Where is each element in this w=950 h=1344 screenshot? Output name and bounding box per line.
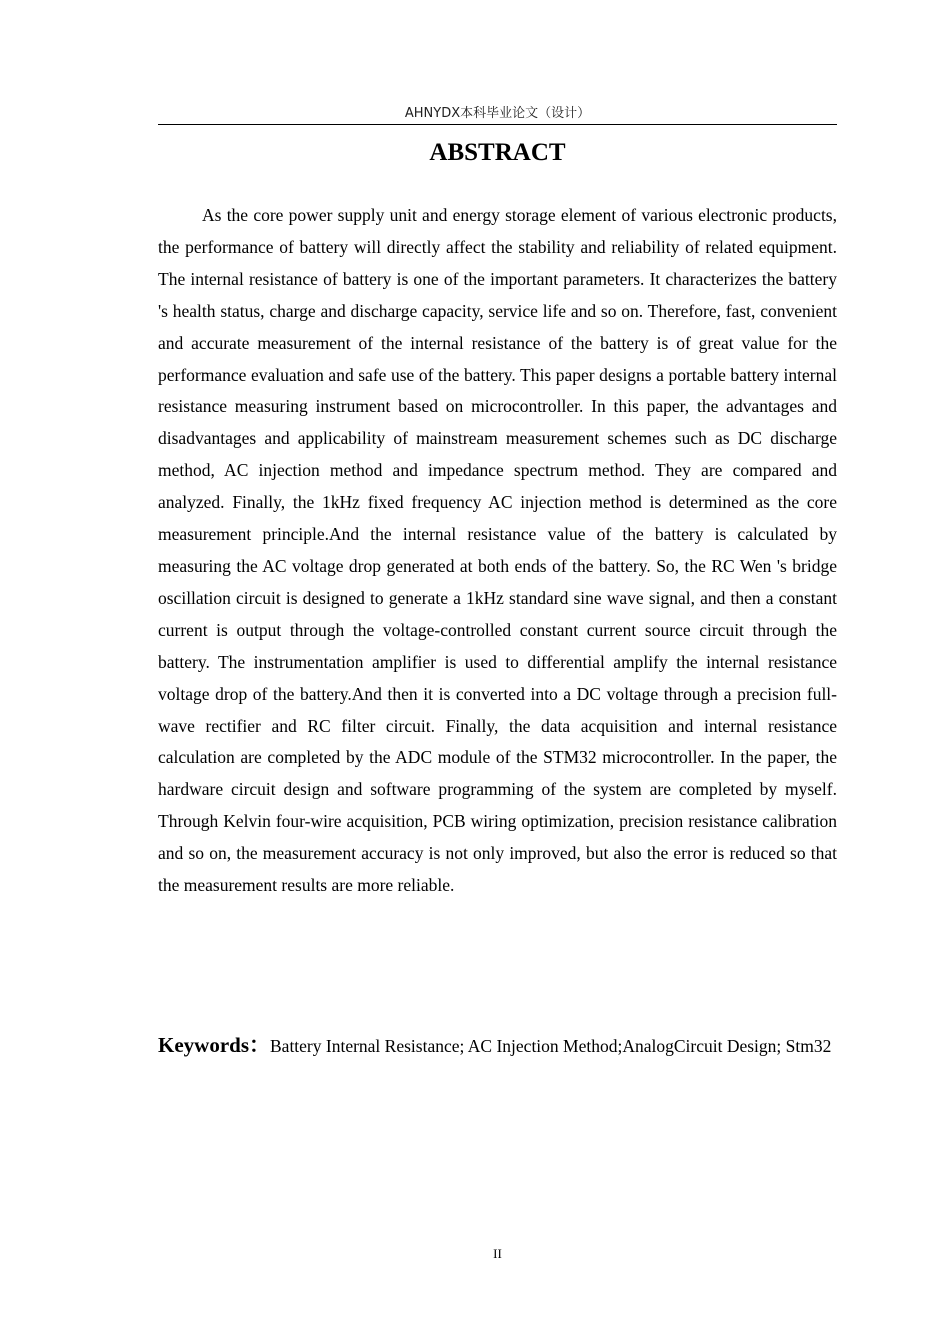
keywords-label: Keywords：: [158, 1033, 270, 1057]
header-rule: [158, 124, 837, 125]
keywords-line: [158, 1030, 837, 1062]
abstract-body: As the core power supply unit and energy storage element of various electronic products, the performance of battery will directly affect the stability and reliability of related equipment. The internal resistance of battery is one of the important parameters. It characterizes the battery 's health status, charge and discharge capacity, service life and so on. Therefore, fast, convenient and accurate measurement of the internal resistance of the battery is of great value for the performance evaluation and safe use of the battery. This paper designs a portable battery internal resistance measuring instrument based on microcontroller. In this paper, the advantages and disadvantages and applicability of mainstream measurement schemes such as DC discharge method, AC injection method and impedance spectrum method. They are compared and analyzed. Finally, the 1kHz fixed frequency AC injection method is determined as the core measurement principle.And the internal resistance value of the battery is calculated by measuring the AC voltage drop generated at both ends of the battery. So, the RC Wen 's bridge oscillation circuit is designed to generate a 1kHz standard sine wave signal, and then a constant current is output through the voltage-controlled constant current source circuit through the battery. The instrumentation amplifier is used to differential amplify the internal resistance voltage drop of the battery.And then it is converted into a DC voltage through a precision full-wave rectifier and RC filter circuit. Finally, the data acquisition and internal resistance calculation are completed by the ADC module of the STM32 microcontroller. In the paper, the hardware circuit design and software programming of the system are completed by myself. Through Kelvin four-wire acquisition, PCB wiring optimization, precision resistance calibration and so on, the measurement accuracy is not only improved, but also the error is reduced so that the measurement results are more reliable.: [158, 205, 837, 896]
page-number: II: [493, 1246, 502, 1261]
running-header: AHNYDX本科毕业论文（设计）: [404, 106, 591, 121]
keywords-text: Battery Internal Resistance; AC Injection Method;AnalogCircuit Design; Stm32: [270, 1036, 832, 1056]
page-title: ABSTRACT: [429, 139, 566, 166]
